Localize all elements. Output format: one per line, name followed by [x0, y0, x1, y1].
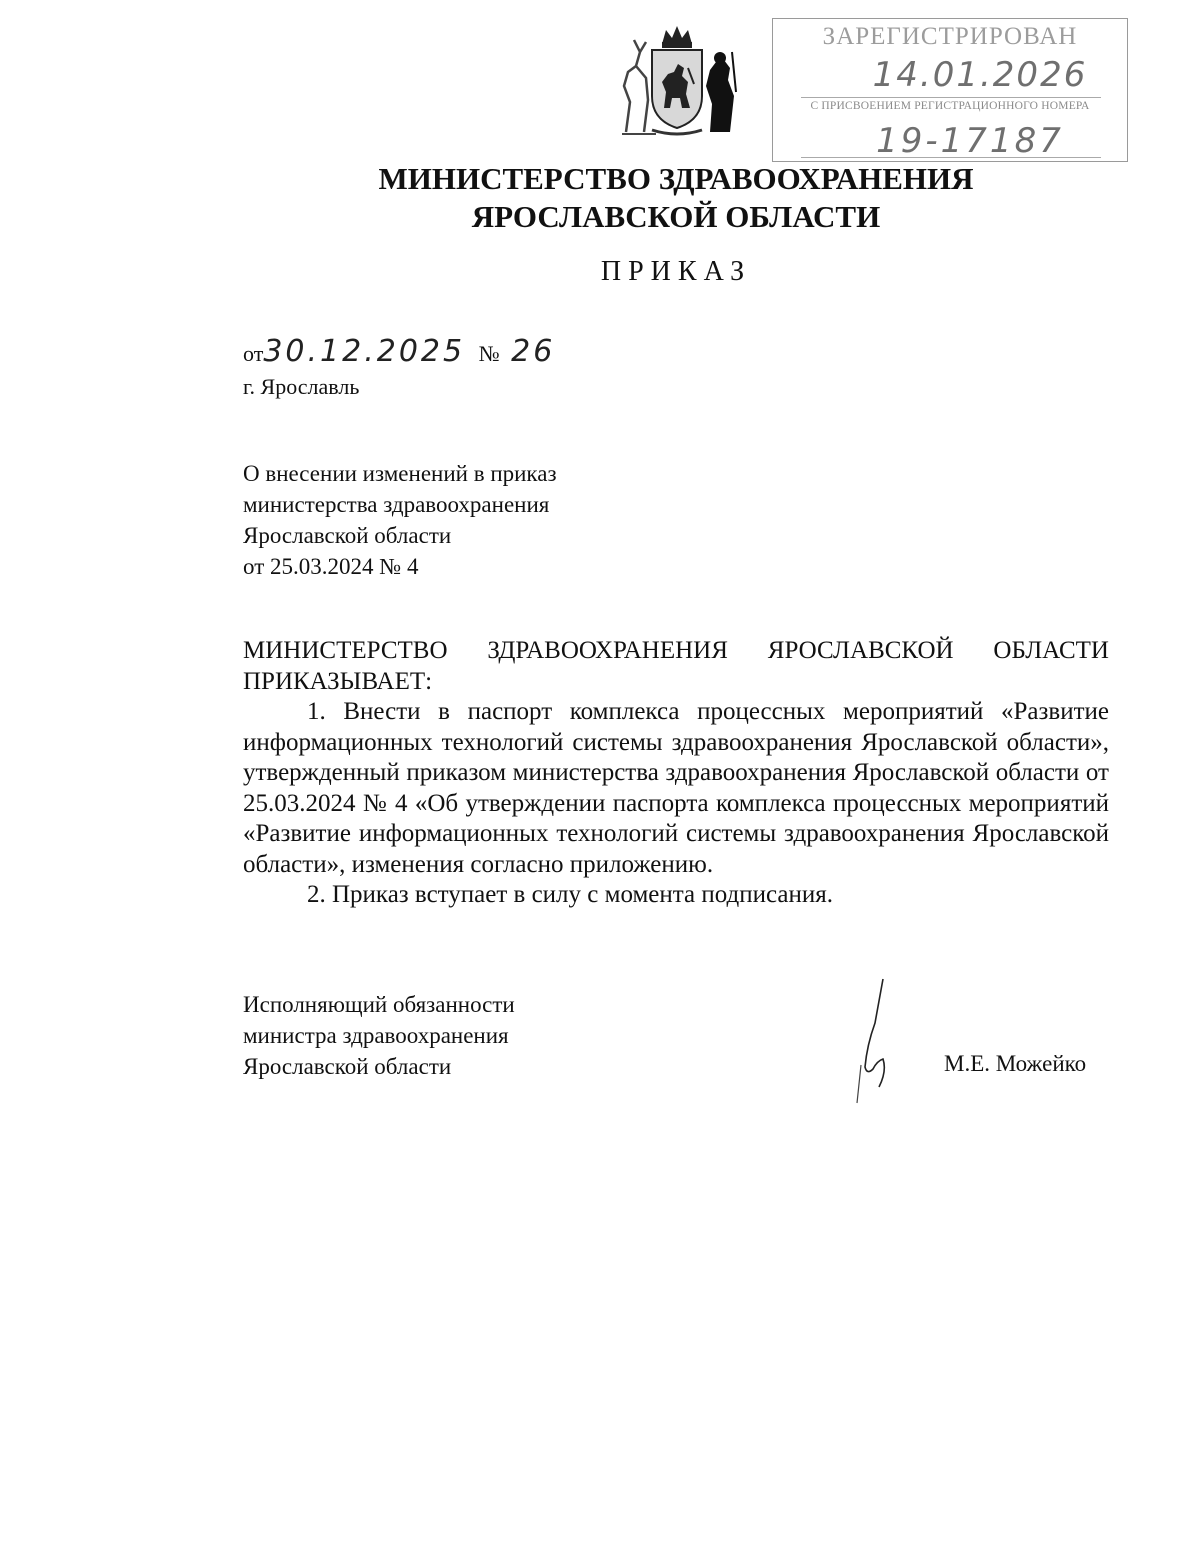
ministry-line-2: ЯРОСЛАВСКОЙ ОБЛАСТИ	[471, 199, 881, 234]
stamp-title: ЗАРЕГИСТРИРОВАН	[822, 23, 1078, 50]
order-subject	[243, 458, 557, 582]
item-2: 2. Приказ вступает в силу с момента подписания.	[307, 881, 833, 908]
signer-position-line-1: Исполняющий обязанности	[243, 992, 515, 1017]
order-body	[243, 636, 1109, 911]
preamble: МИНИСТЕРСТВО ЗДРАВООХРАНЕНИЯ ЯРОСЛАВСКОЙ ОБЛАСТИ ПРИКАЗЫВАЕТ:	[243, 637, 1109, 695]
order-date: 30.12.2025	[263, 334, 466, 369]
number-sign: №	[478, 341, 500, 366]
registration-stamp	[772, 18, 1128, 162]
stamp-subtitle: С ПРИСВОЕНИЕМ РЕГИСТРАЦИОННОГО НОМЕРА	[810, 100, 1090, 112]
subject-line-1: О внесении изменений в приказ	[243, 461, 557, 486]
stamp-divider-bottom	[801, 157, 1101, 158]
date-prefix: от	[243, 341, 264, 366]
document-type: ПРИКАЗ	[600, 256, 752, 287]
signer-position-line-3: Ярославской области	[243, 1054, 452, 1079]
stamp-divider	[801, 97, 1101, 98]
signer-position	[243, 989, 515, 1082]
stamp-date: 14.01.2026	[872, 55, 1088, 95]
stamp-registration-number: 19-17187	[876, 121, 1064, 161]
ministry-heading	[0, 160, 1200, 236]
subject-line-4: от 25.03.2024 № 4	[243, 554, 419, 579]
handwritten-signature	[845, 975, 905, 1110]
item-1: 1. Внести в паспорт комплекса процессных мероприятий «Развитие информационных технологий системы здравоохранения Ярославской области», утвержденный приказом министерства здравоохранения Ярославской области от 25.03.2024 № 4 «Об утверждении паспорта комплекса процессных мероприятий «Развитие информационных технологий системы здравоохранения Ярославской области», изменения согласно приложению.	[243, 698, 1109, 878]
signer-position-line-2: министра здравоохранения	[243, 1023, 509, 1048]
coat-of-arms	[612, 22, 742, 138]
ministry-line-1: МИНИСТЕРСТВО ЗДРАВООХРАНЕНИЯ	[378, 161, 974, 196]
order-date-line	[243, 334, 555, 369]
signer-name: М.Е. Можейко	[944, 1051, 1087, 1076]
subject-line-3: Ярославской области	[243, 523, 452, 548]
city: г. Ярославль	[243, 374, 360, 399]
subject-line-2: министерства здравоохранения	[243, 492, 550, 517]
order-number: 26	[511, 334, 556, 369]
